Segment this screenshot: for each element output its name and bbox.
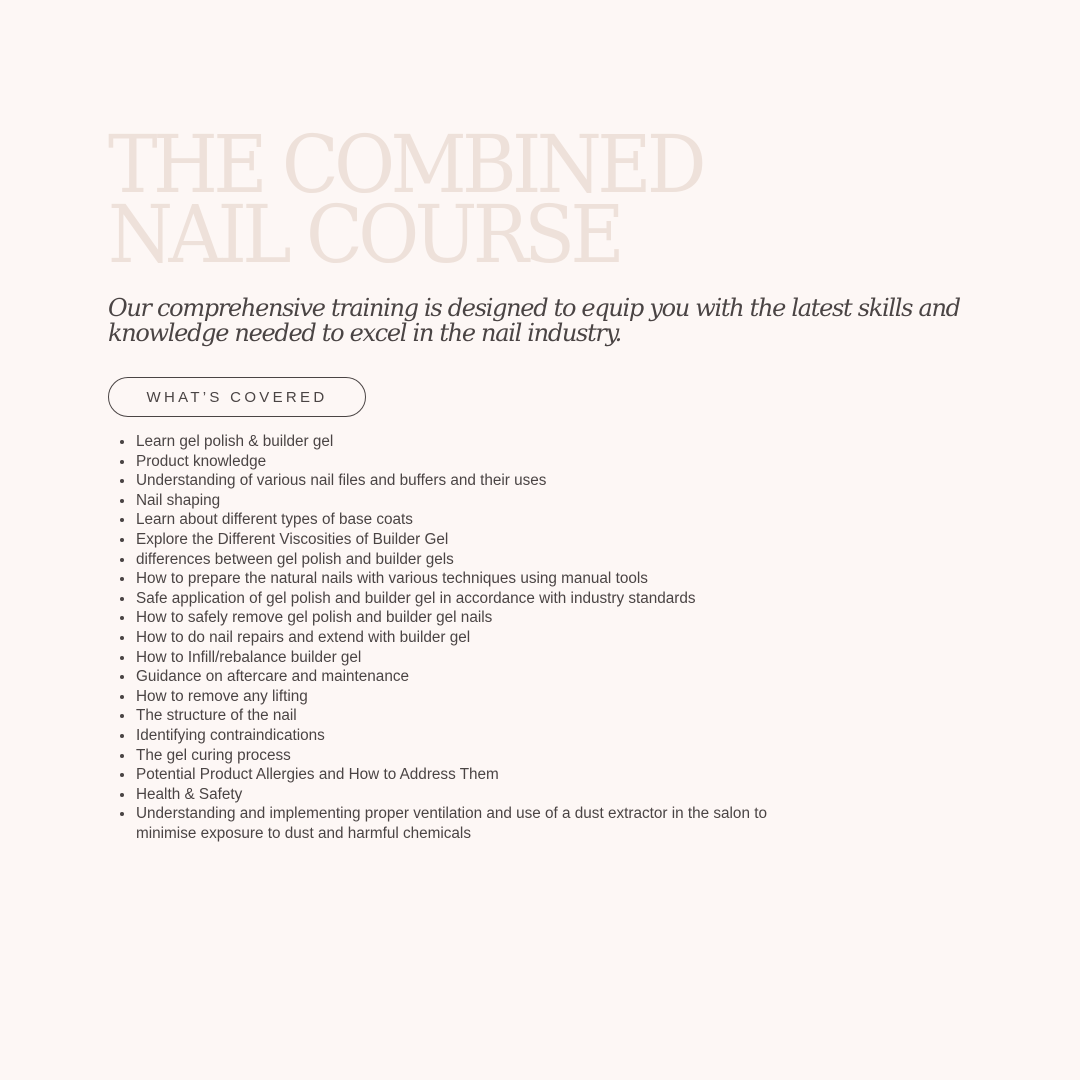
list-item: Potential Product Allergies and How to Address Them	[136, 765, 796, 785]
list-item: How to Infill/rebalance builder gel	[136, 648, 796, 668]
list-item: The gel curing process	[136, 746, 796, 766]
list-item: Nail shaping	[136, 491, 796, 511]
list-item: Understanding of various nail files and buffers and their uses	[136, 471, 796, 491]
list-item: The structure of the nail	[136, 706, 796, 726]
list-item: Understanding and implementing proper ventilation and use of a dust extractor in the salon to minimise exposure to dust and harmful chemicals	[136, 804, 796, 843]
list-item: Product knowledge	[136, 452, 796, 472]
list-item: differences between gel polish and builder gels	[136, 550, 796, 570]
whats-covered-label: WHAT’S COVERED	[108, 377, 366, 417]
list-item: Safe application of gel polish and builder gel in accordance with industry standards	[136, 589, 796, 609]
list-item: How to do nail repairs and extend with builder gel	[136, 628, 796, 648]
list-item: Learn about different types of base coats	[136, 510, 796, 530]
list-item: Identifying contraindications	[136, 726, 796, 746]
list-item: How to prepare the natural nails with various techniques using manual tools	[136, 569, 796, 589]
list-item: How to remove any lifting	[136, 687, 796, 707]
list-item: Learn gel polish & builder gel	[136, 432, 796, 452]
course-intro: Our comprehensive training is designed to equip you with the latest skills and knowledge needed to excel in the nail industry.	[108, 294, 960, 347]
page-title	[108, 118, 702, 281]
page-title-line-2: NAIL COURSE	[108, 188, 621, 281]
list-item: How to safely remove gel polish and builder gel nails	[136, 608, 796, 628]
list-item: Guidance on aftercare and maintenance	[136, 667, 796, 687]
list-item: Health & Safety	[136, 785, 796, 805]
covered-list	[108, 432, 796, 843]
page-title-line-1: THE COMBINED	[108, 118, 702, 211]
list-item: Explore the Different Viscosities of Builder Gel	[136, 530, 796, 550]
